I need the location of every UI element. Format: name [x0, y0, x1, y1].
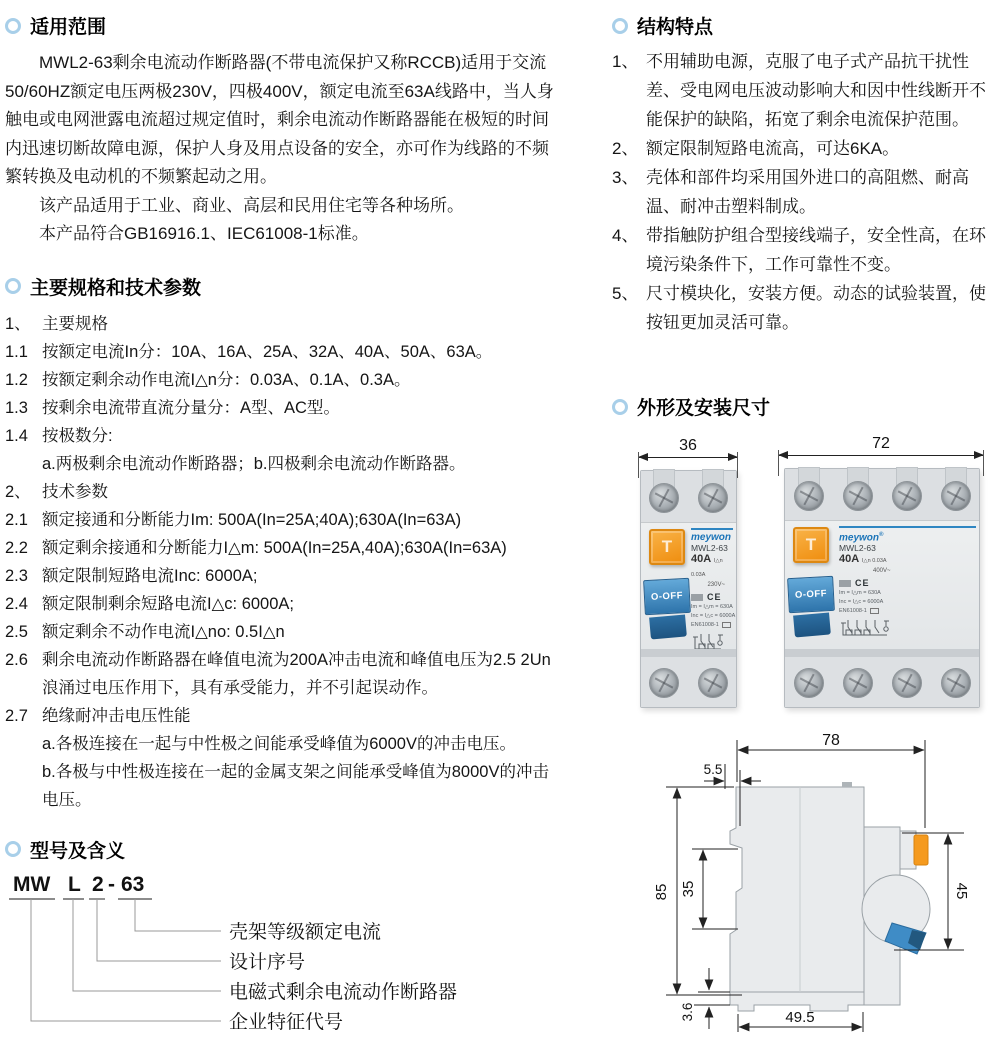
- terminal-screw: [843, 481, 873, 511]
- voltage-value: 400V~: [873, 568, 891, 575]
- spec-line-2: Inc = I△c = 6000A: [691, 613, 736, 619]
- feature-num: 4、: [612, 226, 639, 245]
- spec-num: 2、: [5, 482, 31, 501]
- model-part-design: 2: [92, 872, 104, 896]
- dim-value-mid-height: 35: [680, 880, 697, 898]
- spec-text: 按剩余电流带直流分量分：A型、AC型。: [42, 398, 340, 417]
- feature-text: 壳体和部件均采用国外进口的高阻燃、耐高温、耐冲击塑料制成。: [646, 168, 969, 216]
- model-label-company: 企业特征代号: [229, 1011, 344, 1033]
- spec-text: 按额定电流In分：10A、16A、25A、32A、40A、50A、63A。: [42, 342, 493, 361]
- rating-value: 40A: [691, 553, 711, 565]
- feature-row: [612, 279, 1000, 337]
- dim-35: [692, 849, 738, 929]
- model-label-frame: 壳架等级额定电流: [229, 921, 382, 943]
- handle-lever: O-OFF: [787, 576, 835, 613]
- feature-row: [612, 47, 1000, 134]
- model-number: MWL2-63: [839, 543, 876, 554]
- brand-logo: meywon: [691, 532, 732, 543]
- breaker-side-profile: [730, 787, 930, 1011]
- feature-text: 尺寸模块化，安装方便。动态的试验装置，使按钮更加灵活可靠。: [646, 284, 986, 332]
- spec-row: [5, 646, 557, 702]
- current-rating: [839, 553, 976, 567]
- section-heading-features: [612, 12, 1000, 39]
- spec-text: 主要规格: [42, 314, 108, 333]
- terminal-screw: [794, 481, 824, 511]
- marking-box-icon: [839, 580, 851, 587]
- width-dimension-4pole: [778, 436, 984, 456]
- sensitivity-value: I△n 0.03A: [861, 558, 887, 565]
- registered-mark: ®: [879, 532, 884, 538]
- spec-num: [5, 730, 42, 758]
- feature-text: 不用辅助电源，克服了电子式产品抗干扰性差、受电网电压波动影响大和因中性线断开不能保护的缺陷，拓宽了剩余电流保护范围。: [646, 52, 986, 129]
- section-title: 主要规格和技术参数: [30, 277, 202, 299]
- section-title: 外形及安装尺寸: [637, 398, 771, 419]
- scope-paragraph-2: 该产品适用于工业、商业、高层和民用住宅等各种场所。: [39, 195, 464, 215]
- standard-row: [839, 608, 976, 614]
- dimension-line: [778, 455, 984, 456]
- handle-lever-base: [793, 612, 831, 637]
- terminal-block-top: [785, 469, 979, 521]
- ce-mark: CE: [707, 592, 722, 602]
- terminal-block-top: [641, 471, 736, 523]
- spec-num: [5, 450, 42, 478]
- rating-label: [691, 528, 736, 662]
- spec-text: a.两极剩余电流动作断路器；b.四极剩余电流动作断路器。: [42, 454, 466, 473]
- test-button: T: [649, 529, 685, 565]
- extension-line: [983, 450, 984, 476]
- model-label-design: 设计序号: [229, 951, 306, 973]
- spec-line-1: Im = I△m = 630A: [839, 590, 881, 597]
- spec-row: [5, 562, 557, 590]
- standard-value: EN61008-1: [691, 622, 719, 628]
- scope-paragraph-1: MWL2-63剩余电流动作断路器(不带电流保护又称RCCB)适用于交流50/60HZ额定电压两极230V，四极400V，额定电流至63A线路中，当人身触电或电网泄露电流超过规定值时，剩余电流动作断路器能在极短的时间内迅速切断故障电源，保护人身及用点设备的安全，亦可作为线路的不频繁转换及电动机的不频繁起动之用。: [5, 53, 554, 186]
- dim-value-base-height: 3.6: [680, 1002, 695, 1022]
- ce-mark: CE: [855, 578, 870, 589]
- terminal-screw: [941, 481, 971, 511]
- spec-text: 额定剩余不动作电流I△no: 0.5I△n: [42, 622, 285, 641]
- section-heading-dimensions: [612, 393, 1000, 420]
- spec-num: 2.1: [5, 510, 28, 529]
- spec-num: 2.3: [5, 566, 28, 585]
- right-column: [612, 0, 1000, 1036]
- terminal-screw: [892, 481, 922, 511]
- symbol-box-icon: [722, 622, 731, 628]
- ring-bullet-icon: [612, 399, 628, 415]
- ce-row: [839, 578, 976, 588]
- section-heading-model: [5, 836, 557, 863]
- model-dash: -: [108, 872, 115, 896]
- section-title: 适用范围: [30, 17, 107, 38]
- section-title: 型号及含义: [30, 840, 126, 862]
- terminal-screw: [892, 668, 922, 698]
- feature-row: [612, 221, 1000, 279]
- operating-handle: [644, 579, 691, 638]
- spec-text: 技术参数: [42, 482, 108, 501]
- feature-num: 5、: [612, 284, 639, 303]
- circuit-diagram-icon: [839, 617, 891, 643]
- feature-row: [612, 163, 1000, 221]
- symbol-box-icon: [870, 608, 879, 614]
- spec-text: a.各极连接在一起与中性极之间能承受峰值为6000V的冲击电压。: [42, 734, 516, 753]
- model-code-diagram: [5, 869, 557, 1037]
- current-rating: [691, 553, 733, 581]
- model-number: MWL2-63: [691, 543, 728, 553]
- voltage-value: 230V~: [707, 582, 725, 588]
- section-heading-specs: [5, 273, 557, 300]
- feature-text: 带指触防护组合型接线端子，安全性高，在环境污染条件下，工作可靠性不变。: [646, 226, 986, 274]
- dim-value-base-width: 49.5: [785, 1009, 815, 1026]
- spec-text: b.各极与中性极连接在一起的金属支架之间能承受峰值为8000V的冲击电压。: [42, 762, 549, 809]
- spec-row: [5, 366, 557, 394]
- standard-row: [691, 622, 733, 628]
- rating-value: 40A: [839, 553, 859, 566]
- spec-num: 2.5: [5, 622, 28, 641]
- width-dimension-2pole: [638, 438, 738, 458]
- spec-row: [5, 422, 557, 450]
- spec-list: [5, 310, 557, 814]
- breaker-4pole-photo: [784, 468, 980, 708]
- brand-logo: [839, 530, 976, 543]
- breaker-2pole-photo: [640, 470, 737, 708]
- sensitivity-value: I△n 0.03A: [691, 558, 723, 578]
- breaker-face: [641, 523, 736, 649]
- breaker-face: [785, 521, 979, 649]
- spec-num: 2.7: [5, 706, 28, 725]
- model-connector-lines: [31, 899, 221, 1021]
- ring-bullet-icon: [5, 841, 21, 857]
- dim-value-front-height: 45: [953, 882, 970, 900]
- scope-paragraph-3: 本产品符合GB16916.1、IEC61008-1标准。: [39, 224, 369, 243]
- spec-line-2: Inc = I△c = 6000A: [839, 599, 884, 606]
- spec-num: 1.4: [5, 426, 28, 445]
- spec-row: [5, 702, 557, 730]
- test-button: T: [793, 527, 829, 563]
- spec-num: 1、: [5, 314, 31, 333]
- ring-bullet-icon: [5, 18, 21, 34]
- product-photos: [612, 434, 1000, 724]
- ring-bullet-icon: [612, 18, 628, 34]
- spec-row: [5, 534, 557, 562]
- spec-text: 额定剩余接通和分断能力I△m: 500A(In=25A,40A);630A(In=63A): [42, 538, 507, 557]
- terminal-screw: [941, 668, 971, 698]
- spec-row: [5, 450, 557, 478]
- feature-num: 3、: [612, 168, 639, 187]
- ce-row: [691, 592, 733, 602]
- spec-text: 剩余电流动作断路器在峰值电流为200A冲击电流和峰值电压为2.5 2Un浪涌过电压作用下，具有承受能力，并不引起误动作。: [42, 650, 551, 697]
- spec-row: [5, 730, 557, 758]
- spec-row: [5, 618, 557, 646]
- spec-num: 1.2: [5, 370, 28, 389]
- left-column: [5, 0, 557, 1037]
- spec-num: 2.4: [5, 594, 28, 613]
- spec-num: 1.1: [5, 342, 28, 361]
- spec-text: 绝缘耐冲击电压性能: [42, 706, 191, 725]
- feature-list: [612, 47, 1000, 337]
- spec-row: [5, 506, 557, 534]
- dimension-value: 36: [679, 437, 697, 454]
- spec-row: [5, 758, 557, 814]
- operating-handle: [788, 577, 835, 636]
- section-heading-scope: [5, 12, 557, 39]
- spec-row: [5, 310, 557, 338]
- top-tab: [842, 782, 852, 787]
- handle-lever-base: [649, 614, 687, 639]
- model-part-company: MW: [13, 872, 51, 896]
- spec-line-1: Im = I△m = 630A: [691, 604, 733, 610]
- feature-num: 2、: [612, 139, 639, 158]
- spec-num: 2.6: [5, 650, 28, 669]
- feature-text: 额定限制短路电流高，可达6KA。: [646, 139, 900, 158]
- section-title: 结构特点: [637, 17, 714, 38]
- terminal-block-bottom: [785, 649, 979, 707]
- spec-text: 按额定剩余动作电流I△n分：0.03A、0.1A、0.3A。: [42, 370, 411, 389]
- model-part-type: L: [68, 872, 81, 896]
- dim-value-clip-offset: 5.5: [703, 762, 723, 777]
- handle-lever: O-OFF: [643, 578, 691, 615]
- ring-bullet-icon: [5, 278, 21, 294]
- brand-text: meywon: [839, 532, 880, 544]
- standard-value: EN61008-1: [839, 608, 867, 615]
- model-part-frame: 63: [121, 872, 145, 896]
- dimension-value: 72: [872, 435, 890, 452]
- terminal-block-bottom: [641, 649, 736, 707]
- spec-row: [5, 590, 557, 618]
- spec-text: 额定接通和分断能力Im: 500A(In=25A;40A);630A(In=63A): [42, 510, 462, 529]
- terminal-screw: [843, 668, 873, 698]
- feature-row: [612, 134, 1000, 163]
- dim-value-top-width: 78: [822, 732, 840, 749]
- extension-line: [638, 452, 639, 478]
- spec-num: 1.3: [5, 398, 28, 417]
- terminal-screw: [649, 483, 679, 513]
- feature-num: 1、: [612, 52, 639, 71]
- extension-line: [737, 452, 738, 478]
- terminal-screw: [794, 668, 824, 698]
- spec-text: 按极数分:: [42, 426, 113, 445]
- spec-text: 额定限制短路电流Inc: 6000A;: [42, 566, 258, 585]
- spec-row: [5, 394, 557, 422]
- terminal-screw: [698, 483, 728, 513]
- marking-box-icon: [691, 594, 703, 601]
- terminal-screw: [698, 668, 728, 698]
- spec-row: [5, 478, 557, 506]
- dim-3-6: [694, 968, 730, 1029]
- test-button-side: [914, 835, 928, 865]
- dimension-line: [638, 457, 738, 458]
- model-label-type: 电磁式剩余电流动作断路器: [229, 981, 458, 1003]
- spec-text: 额定限制剩余短路电流I△c: 6000A;: [42, 594, 294, 613]
- side-view-drawing: [612, 724, 1000, 1036]
- extension-line: [778, 450, 779, 476]
- rating-label: [839, 526, 976, 648]
- dim-value-height: 85: [653, 883, 670, 901]
- spec-num: [5, 758, 42, 814]
- spec-num: 2.2: [5, 538, 28, 557]
- terminal-screw: [649, 668, 679, 698]
- spec-row: [5, 338, 557, 366]
